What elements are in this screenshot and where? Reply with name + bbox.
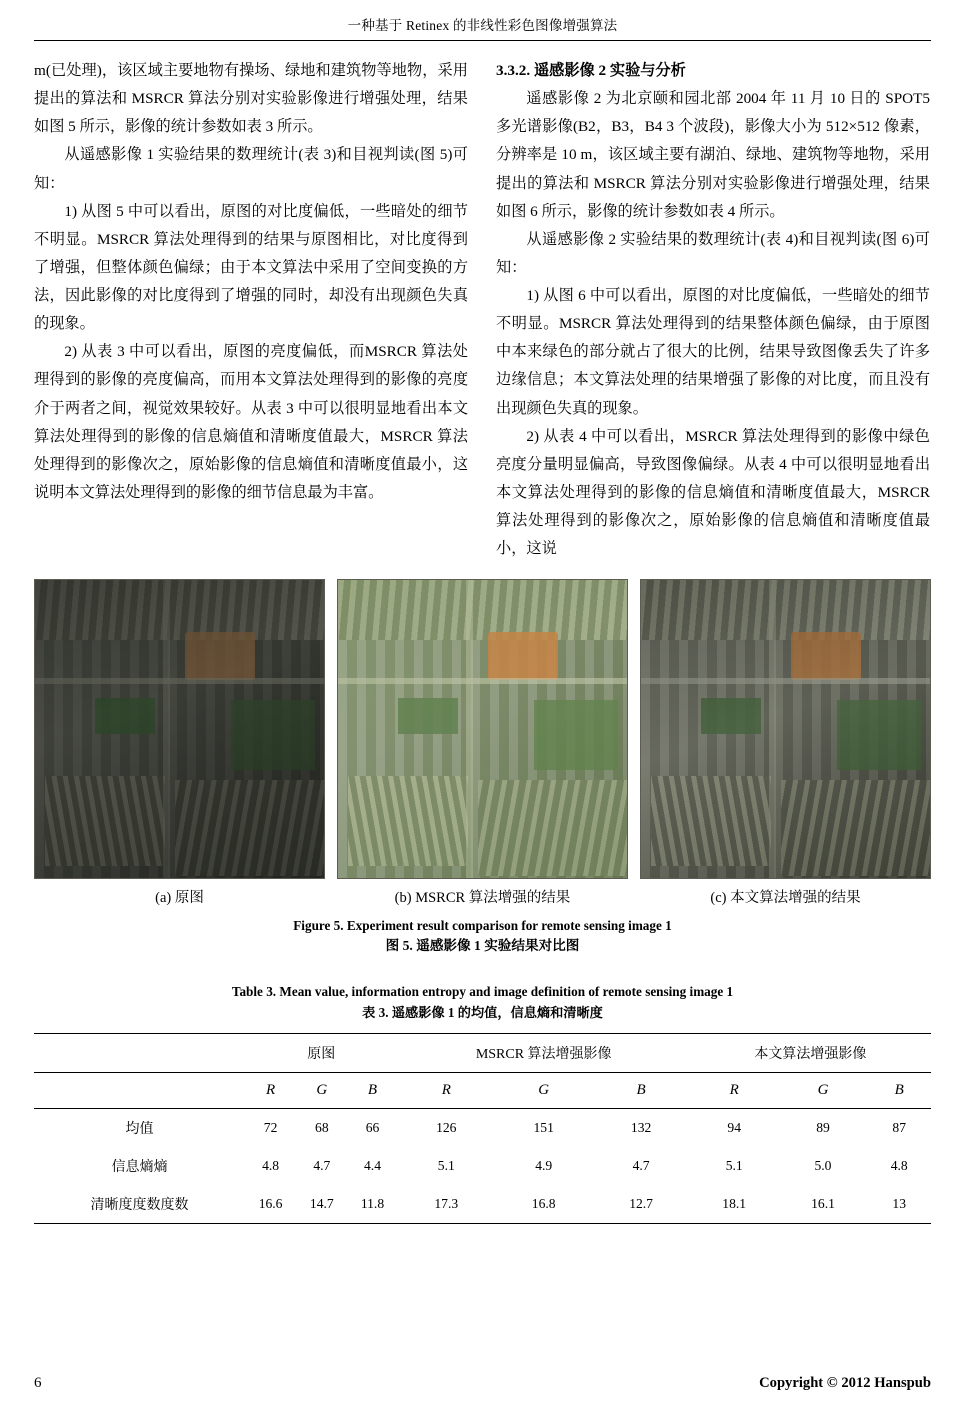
table-caption bbox=[34, 982, 931, 1023]
table-row-label: 清晰度度数度数 bbox=[34, 1185, 245, 1224]
table-cell: 4.8 bbox=[262, 1158, 280, 1174]
table-cell: 16.1 bbox=[779, 1185, 868, 1224]
table-cell: 87 bbox=[867, 1109, 931, 1148]
running-head: 一种基于 Retinex 的非线性彩色图像增强算法 bbox=[347, 18, 618, 33]
table-cell: 132 bbox=[592, 1109, 689, 1148]
table-cell: 5.1 bbox=[725, 1158, 743, 1174]
paragraph: 遥感影像 2 为北京颐和园北部 2004 年 11 月 10 日的 SPOT5 多光谱影像(B2，B3，B4 3 个波段)，影像大小为 512×512 像素，分辨率是 10 m，该区域主要有湖泊、绿地、建筑物等地物，采用提出的算法和 MSRCR 算法分别对实验影像进行增强处理，结果如图 6 所示，影像的统计参数如表 4 所示。 bbox=[496, 90, 930, 220]
paragraph: 从遥感影像 2 实验结果的数理统计(表 4)和目视判读(图 6)可知： bbox=[496, 230, 930, 276]
table-group-header: 本文算法增强影像 bbox=[690, 1034, 931, 1073]
table-channel-header: B bbox=[867, 1073, 931, 1109]
table-cell: 4.7 bbox=[313, 1158, 331, 1174]
paragraph: 2) 从表 3 中可以看出，原图的亮度偏低，而MSRCR 算法处理得到的影像的亮度偏高，而用本文算法处理得到的影像的亮度介于两者之间，视觉效果较好。从表 3 中可以很明显地看出本文算法处理得到的影像的信息熵值和清晰度值最大，MSRCR 算法处理得到的影像次之，原始影像的信息熵值和清晰度值最小，这说明本文算法处理得到的影像的细节信息最为丰富。 bbox=[34, 343, 468, 501]
satellite-image-c bbox=[641, 580, 930, 878]
table-cell: 151 bbox=[495, 1109, 592, 1148]
table-cell: 89 bbox=[779, 1109, 868, 1148]
copyright-notice: Copyright © 2012 Hanspub bbox=[759, 1375, 931, 1391]
table-cell: 18.1 bbox=[690, 1185, 779, 1224]
table-caption-cn: 表 3. 遥感影像 1 的均值，信息熵和清晰度 bbox=[362, 1004, 603, 1020]
figure-image-msrcr bbox=[337, 579, 628, 879]
table-channel-header: R bbox=[245, 1073, 296, 1109]
table-group-header-row bbox=[34, 1034, 931, 1073]
figure-caption bbox=[34, 916, 931, 956]
table-cell: 126 bbox=[398, 1109, 495, 1148]
paragraph: 1) 从图 5 中可以看出，原图的对比度偏低，一些暗处的细节不明显。MSRCR 算法处理得到的结果与原图相比，对比度得到了增强，但整体颜色偏绿；由于本文算法中采用了空间变换的方法，因此影像的对比度得到了增强的同时，却没有出现颜色失真的现象。 bbox=[34, 202, 468, 333]
paragraph: 1) 从图 6 中可以看出，原图的对比度偏低，一些暗处的细节不明显。MSRCR 算法处理得到的结果整体颜色偏绿，由于原图中本来绿色的部分就占了很大的比例，结果导致图像丢失了许多边缘信息；本文算法处理的结果增强了影像的对比度，而且没有出现颜色失真的现象。 bbox=[496, 287, 930, 417]
results-table bbox=[34, 1033, 931, 1224]
table-cell: 4.8 bbox=[890, 1158, 908, 1174]
table-corner-cell bbox=[34, 1073, 245, 1109]
section-heading: 3.3.2. 遥感影像 2 实验与分析 bbox=[496, 62, 686, 79]
table-cell: 5.1 bbox=[437, 1158, 455, 1174]
table-row-label: 均值 bbox=[34, 1109, 245, 1148]
figure-caption-cn: 图 5. 遥感影像 1 实验结果对比图 bbox=[385, 938, 580, 954]
table-row bbox=[34, 1109, 931, 1148]
table-row bbox=[34, 1147, 931, 1185]
table-cell: 13 bbox=[867, 1185, 931, 1224]
left-column bbox=[34, 57, 468, 563]
figure-subcaption-c: (c) 本文算法增强的结果 bbox=[710, 890, 861, 907]
paragraph: m(已处理)，该区域主要地物有操场、绿地和建筑物等地物，采用提出的算法和 MSRCR 算法分别对实验影像进行增强处理，结果如图 5 所示，影像的统计参数如表 3 所示。 bbox=[34, 62, 468, 136]
table-channel-header-row bbox=[34, 1073, 931, 1109]
right-column bbox=[496, 57, 930, 563]
table-cell: 17.3 bbox=[398, 1185, 495, 1224]
table-channel-header: R bbox=[690, 1073, 779, 1109]
table-cell: 16.6 bbox=[245, 1185, 296, 1224]
table-cell: 4.7 bbox=[632, 1158, 650, 1174]
paragraph: 2) 从表 4 中可以看出，MSRCR 算法处理得到的影像中绿色亮度分量明显偏高，导致图像偏绿。从表 4 中可以很明显地看出本文算法处理得到的影像的信息熵值和清晰度值最大，MSRCR 算法处理得到的影像次之，原始影像的信息熵值和清晰度值最小，这说 bbox=[496, 427, 930, 558]
body-columns bbox=[34, 57, 931, 563]
satellite-image-a bbox=[35, 580, 324, 878]
table-cell: 4.9 bbox=[535, 1158, 553, 1174]
table-caption-en: Table 3. Mean value, information entropy and image definition of remote sensing image 1 bbox=[231, 984, 734, 1000]
satellite-image-b bbox=[338, 580, 627, 878]
table-cell: 5.0 bbox=[814, 1158, 832, 1174]
table-cell: 4.4 bbox=[364, 1158, 381, 1174]
header-divider bbox=[34, 40, 931, 41]
table-channel-header: B bbox=[347, 1073, 397, 1109]
table-channel-header: R bbox=[398, 1073, 495, 1109]
table-channel-header: G bbox=[495, 1073, 592, 1109]
table-group-header: 原图 bbox=[245, 1034, 398, 1073]
table-channel-header: G bbox=[779, 1073, 868, 1109]
table-channel-header: G bbox=[296, 1073, 347, 1109]
paragraph: 从遥感影像 1 实验结果的数理统计(表 3)和目视判读(图 5)可知： bbox=[34, 146, 468, 192]
table-cell: 12.7 bbox=[592, 1185, 689, 1224]
table-cell: 72 bbox=[245, 1109, 296, 1148]
table-cell: 66 bbox=[347, 1109, 397, 1148]
page-number: 6 bbox=[34, 1375, 42, 1391]
figure-subcaption-b: (b) MSRCR 算法增强的结果 bbox=[394, 890, 571, 907]
table-channel-header: B bbox=[592, 1073, 689, 1109]
figure-subcaption-a: (a) 原图 bbox=[155, 890, 204, 907]
table-cell: 94 bbox=[690, 1109, 779, 1148]
figure-image-row bbox=[34, 579, 931, 879]
figure-subcaption-row bbox=[34, 886, 931, 907]
figure-image-proposed bbox=[640, 579, 931, 879]
table-corner-cell bbox=[34, 1034, 245, 1073]
table-group-header: MSRCR 算法增强影像 bbox=[398, 1034, 690, 1073]
table-cell: 11.8 bbox=[347, 1185, 397, 1224]
table-row bbox=[34, 1185, 931, 1224]
table-cell: 68 bbox=[296, 1109, 347, 1148]
figure-caption-en: Figure 5. Experiment result comparison for remote sensing image 1 bbox=[293, 918, 672, 934]
table-cell: 14.7 bbox=[296, 1185, 347, 1224]
page-footer bbox=[34, 1375, 931, 1392]
figure-image-original bbox=[34, 579, 325, 879]
table-row-label: 信息熵熵 bbox=[111, 1160, 168, 1176]
table-cell: 16.8 bbox=[495, 1185, 592, 1224]
